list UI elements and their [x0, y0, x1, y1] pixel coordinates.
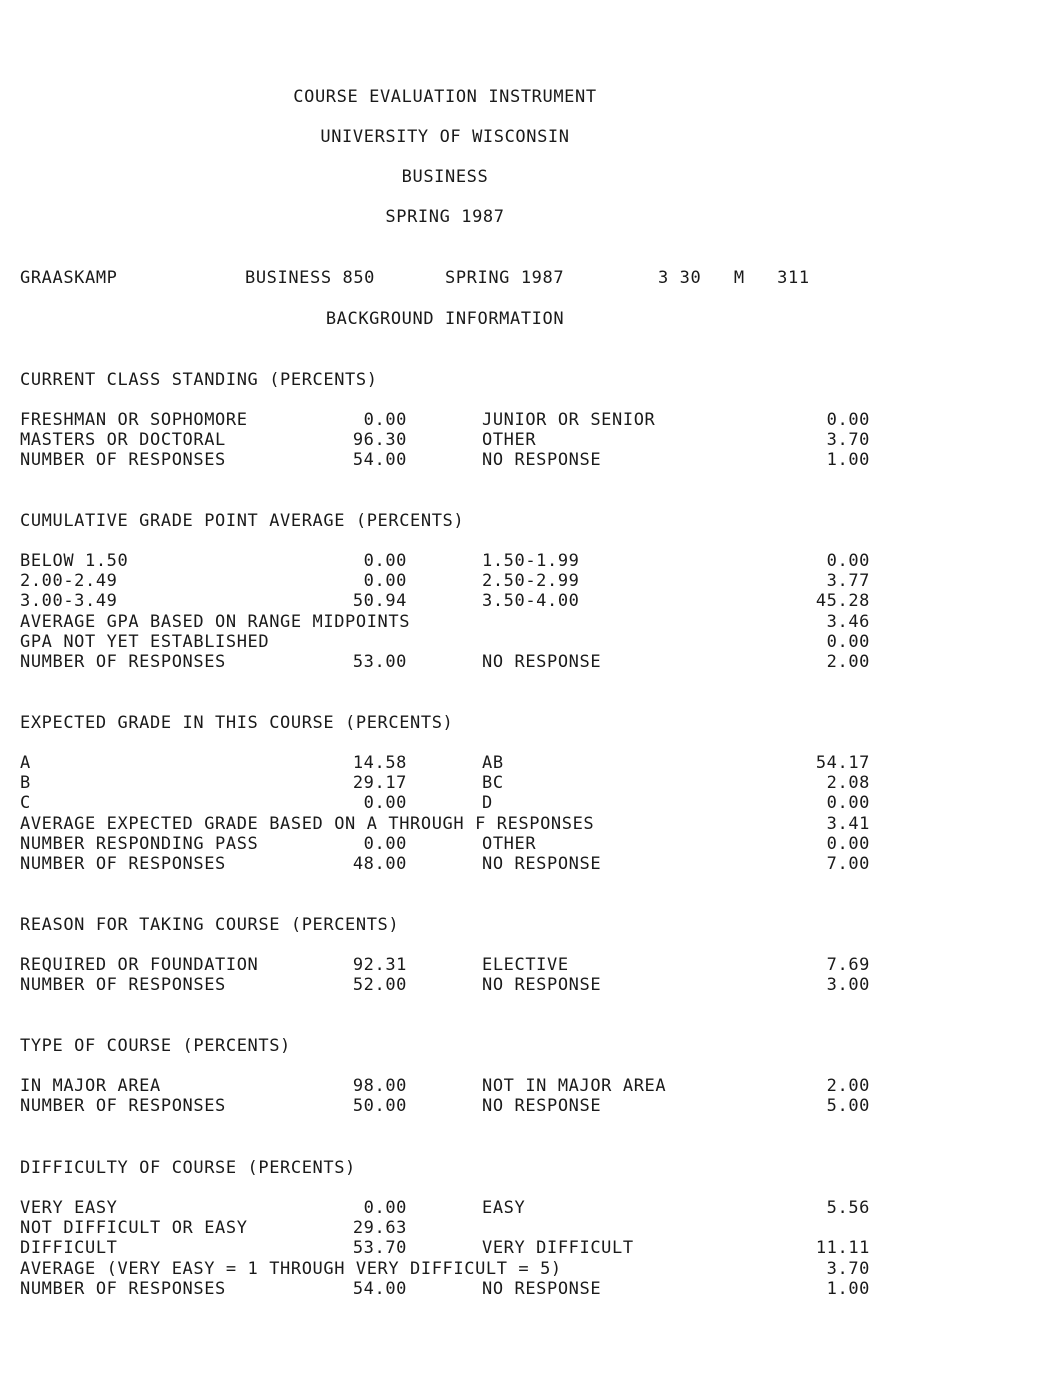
row-value-2: 3.77 — [826, 571, 870, 592]
row-label-2: ELECTIVE — [482, 955, 569, 975]
row-value: 14.58 — [352, 753, 407, 773]
row-label: DIFFICULT — [20, 1238, 118, 1259]
row-label-2: NO RESPONSE — [482, 975, 602, 996]
row-label: FRESHMAN OR SOPHOMORE — [20, 410, 248, 430]
section-heading: REASON FOR TAKING COURSE (PERCENTS) — [20, 915, 400, 935]
section-heading: EXPECTED GRADE IN THIS COURSE (PERCENTS) — [20, 713, 454, 733]
section-heading: CUMULATIVE GRADE POINT AVERAGE (PERCENTS) — [20, 511, 465, 531]
row-value: 53.00 — [352, 652, 407, 672]
row-label: GPA NOT YET ESTABLISHED — [20, 631, 270, 652]
row-value-2: 2.00 — [826, 652, 870, 672]
row-label: NUMBER OF RESPONSES — [20, 975, 226, 996]
course-code: 3 30 M 311 — [658, 268, 810, 288]
row-label-2: NO RESPONSE — [482, 652, 602, 672]
row-value-2: 0.00 — [826, 410, 870, 430]
row-value-2: 5.56 — [826, 1198, 870, 1218]
row-label: B — [20, 773, 31, 794]
row-label: IN MAJOR AREA — [20, 1076, 161, 1096]
row-label: AVERAGE GPA BASED ON RANGE MIDPOINTS — [20, 611, 411, 632]
row-label-2: NOT IN MAJOR AREA — [482, 1076, 667, 1096]
row-value: 52.00 — [352, 975, 407, 996]
report-title: COURSE EVALUATION INSTRUMENT — [293, 87, 597, 107]
row-label: REQUIRED OR FOUNDATION — [20, 955, 259, 975]
course-number: BUSINESS 850 — [245, 268, 376, 288]
row-value-2: 3.46 — [826, 611, 870, 632]
row-value: 0.00 — [363, 410, 407, 430]
row-label-2: NO RESPONSE — [482, 854, 602, 874]
row-label-2: NO RESPONSE — [482, 450, 602, 471]
row-label: AVERAGE (VERY EASY = 1 THROUGH VERY DIFFICULT = 5) — [20, 1258, 562, 1279]
row-value: 50.00 — [352, 1096, 407, 1117]
row-label: AVERAGE EXPECTED GRADE BASED ON A THROUGH F RESPONSES — [20, 813, 595, 834]
row-value-2: 1.00 — [826, 1278, 870, 1299]
row-label: BELOW 1.50 — [20, 551, 129, 571]
row-label: NUMBER OF RESPONSES — [20, 1278, 226, 1299]
section-heading: TYPE OF COURSE (PERCENTS) — [20, 1036, 291, 1056]
row-value: 54.00 — [352, 1278, 407, 1299]
row-value: 0.00 — [363, 833, 407, 854]
row-value-2: 3.70 — [826, 430, 870, 451]
row-label-2: OTHER — [482, 430, 537, 451]
row-value-2: 3.00 — [826, 975, 870, 996]
row-value: 92.31 — [352, 955, 407, 975]
row-value: 0.00 — [363, 571, 407, 592]
row-label: NUMBER OF RESPONSES — [20, 450, 226, 471]
row-value: 50.94 — [352, 591, 407, 612]
row-value-2: 54.17 — [815, 753, 870, 773]
row-label-2: NO RESPONSE — [482, 1096, 602, 1117]
row-value-2: 2.00 — [826, 1076, 870, 1096]
row-label: 3.00-3.49 — [20, 591, 118, 612]
instructor-name: GRAASKAMP — [20, 268, 118, 288]
row-label: MASTERS OR DOCTORAL — [20, 430, 226, 451]
row-value: 98.00 — [352, 1076, 407, 1096]
row-label-2: 3.50-4.00 — [482, 591, 580, 612]
section-heading: CURRENT CLASS STANDING (PERCENTS) — [20, 370, 378, 390]
row-label-2: BC — [482, 773, 504, 794]
row-value: 0.00 — [363, 793, 407, 814]
row-label-2: EASY — [482, 1198, 526, 1218]
row-value: 29.17 — [352, 773, 407, 794]
row-label-2: AB — [482, 753, 504, 773]
row-label-2: 2.50-2.99 — [482, 571, 580, 592]
row-value: 53.70 — [352, 1238, 407, 1259]
row-label: NUMBER OF RESPONSES — [20, 652, 226, 672]
row-value-2: 0.00 — [826, 793, 870, 814]
row-value-2: 5.00 — [826, 1096, 870, 1117]
section-heading: DIFFICULTY OF COURSE (PERCENTS) — [20, 1158, 356, 1178]
section-title: BACKGROUND INFORMATION — [325, 309, 565, 329]
row-value-2: 7.00 — [826, 854, 870, 874]
row-label-2: NO RESPONSE — [482, 1278, 602, 1299]
row-label-2: OTHER — [482, 833, 537, 854]
row-label: NUMBER OF RESPONSES — [20, 854, 226, 874]
row-value-2: 1.00 — [826, 450, 870, 471]
row-value: 48.00 — [352, 854, 407, 874]
row-label: VERY EASY — [20, 1198, 118, 1218]
row-value: 96.30 — [352, 430, 407, 451]
row-value: 29.63 — [352, 1218, 407, 1239]
row-value-2: 2.08 — [826, 773, 870, 794]
row-value-2: 0.00 — [826, 551, 870, 571]
row-value: 0.00 — [363, 1198, 407, 1218]
course-term: SPRING 1987 — [445, 268, 565, 288]
row-label-2: JUNIOR OR SENIOR — [482, 410, 656, 430]
row-label-2: D — [482, 793, 493, 814]
row-label: C — [20, 793, 31, 814]
term-heading: SPRING 1987 — [385, 207, 505, 227]
row-value-2: 11.11 — [815, 1238, 870, 1259]
row-value-2: 3.41 — [826, 813, 870, 834]
row-value-2: 0.00 — [826, 631, 870, 652]
department-name: BUSINESS — [401, 167, 489, 187]
row-label: 2.00-2.49 — [20, 571, 118, 592]
row-value: 54.00 — [352, 450, 407, 471]
row-value-2: 45.28 — [815, 591, 870, 612]
row-label: A — [20, 753, 31, 773]
row-value-2: 3.70 — [826, 1258, 870, 1279]
row-value-2: 7.69 — [826, 955, 870, 975]
row-value-2: 0.00 — [826, 833, 870, 854]
row-label-2: 1.50-1.99 — [482, 551, 580, 571]
row-label: NOT DIFFICULT OR EASY — [20, 1218, 248, 1239]
university-name: UNIVERSITY OF WISCONSIN — [320, 127, 570, 147]
row-label-2: VERY DIFFICULT — [482, 1238, 634, 1259]
row-value: 0.00 — [363, 551, 407, 571]
row-label: NUMBER OF RESPONSES — [20, 1096, 226, 1117]
row-label: NUMBER RESPONDING PASS — [20, 833, 259, 854]
